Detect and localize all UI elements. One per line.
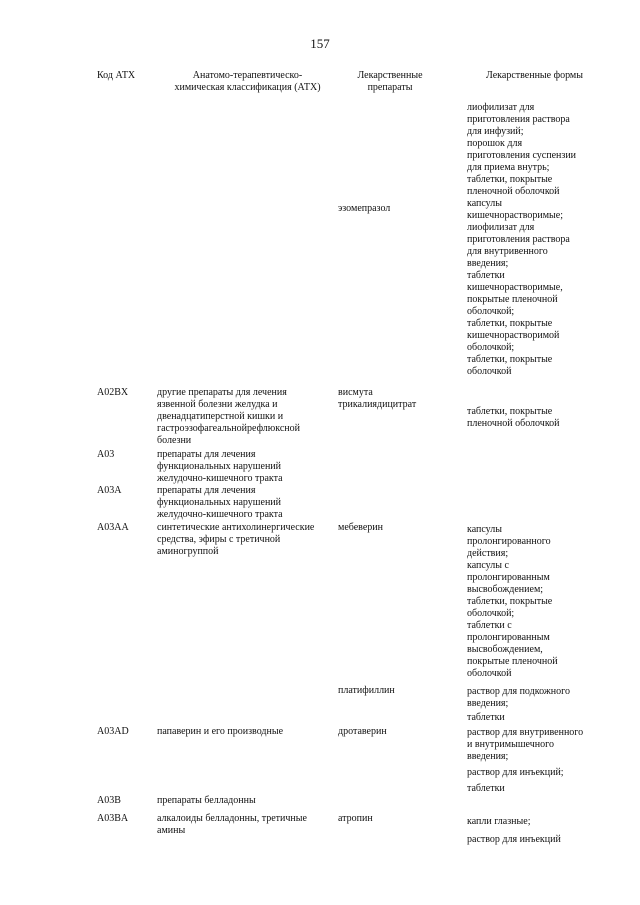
code-a02bx: A02BX (97, 387, 129, 398)
header-atx: Анатомо-терапевтическо- химическая классификация (АТХ) (174, 70, 321, 93)
drug-drotaverine: дротаверин (338, 726, 387, 737)
forms-atropine-a: капли глазные; (467, 816, 531, 827)
drug-platyphylline: платифиллин (338, 685, 395, 696)
drug-esomeprazole: эзомепразол (338, 203, 391, 214)
code-a03: A03 (97, 449, 115, 460)
drug-atropine: атропин (338, 813, 373, 824)
header-forms: Лекарственные формы (486, 70, 583, 81)
header-code: Код АТХ (97, 70, 136, 81)
code-a03ba: A03BA (97, 813, 129, 824)
page-number: 157 (310, 36, 330, 51)
forms-drotaverine-c: таблетки (467, 783, 505, 794)
drug-a02bx: висмута трикалиядицитрат (338, 387, 417, 410)
atx-a03aa: синтетические антихолинергические средства, эфиры с третичной аминогруппой (157, 522, 315, 557)
atx-a03: препараты для лечения функциональных нарушений желудочно-кишечного тракта (157, 449, 283, 484)
forms-a02bx: таблетки, покрытые пленочной оболочкой (467, 406, 560, 429)
code-a03a: A03A (97, 485, 122, 496)
forms-mebeverine: капсулы пролонгированного действия; капсулы с пролонгированным высвобождением; таблетки, покрытые оболочкой; таблетки с пролонгированным высвобождением, покрытые пленочной оболочкой (467, 524, 558, 679)
code-a03aa: A03AA (97, 522, 129, 533)
forms-drotaverine-a: раствор для внутривенного и внутримышечного введения; (467, 727, 584, 762)
code-a03ad: A03AD (97, 726, 129, 737)
forms-esomeprazole: лиофилизат для приготовления раствора для инфузий; порошок для приготовления суспензии для приема внутрь; таблетки, покрытые пленочной оболочкой капсулы кишечнорастворимые; лиофилизат для приготовления раствора для внутривенного введения; таблетки кишечнорастворимые, покрытые пленочной оболочкой; таблетки, покрытые кишечнорастворимой оболочкой; таблетки, покрытые оболочкой (467, 102, 577, 377)
atx-a03ba: алкалоиды белладонны, третичные амины (157, 813, 307, 836)
atx-a03a: препараты для лечения функциональных нарушений желудочно-кишечного тракта (157, 485, 283, 520)
atx-a03ad: папаверин и его производные (157, 726, 284, 737)
drug-mebeverine: мебеверин (338, 522, 383, 533)
atx-a02bx: другие препараты для лечения язвенной болезни желудка и двенадцатиперстной кишки и гастроэзофагеальнойрефлюксной болезни (157, 387, 301, 446)
forms-platyphylline-b: таблетки (467, 712, 505, 723)
forms-platyphylline-a: раствор для подкожного введения; (467, 686, 570, 709)
forms-drotaverine-b: раствор для инъекций; (467, 767, 564, 778)
code-a03b: A03B (97, 795, 121, 806)
atx-a03b: препараты белладонны (157, 795, 256, 806)
forms-atropine-b: раствор для инъекций (467, 834, 561, 845)
header-drugs: Лекарственные препараты (357, 70, 423, 93)
